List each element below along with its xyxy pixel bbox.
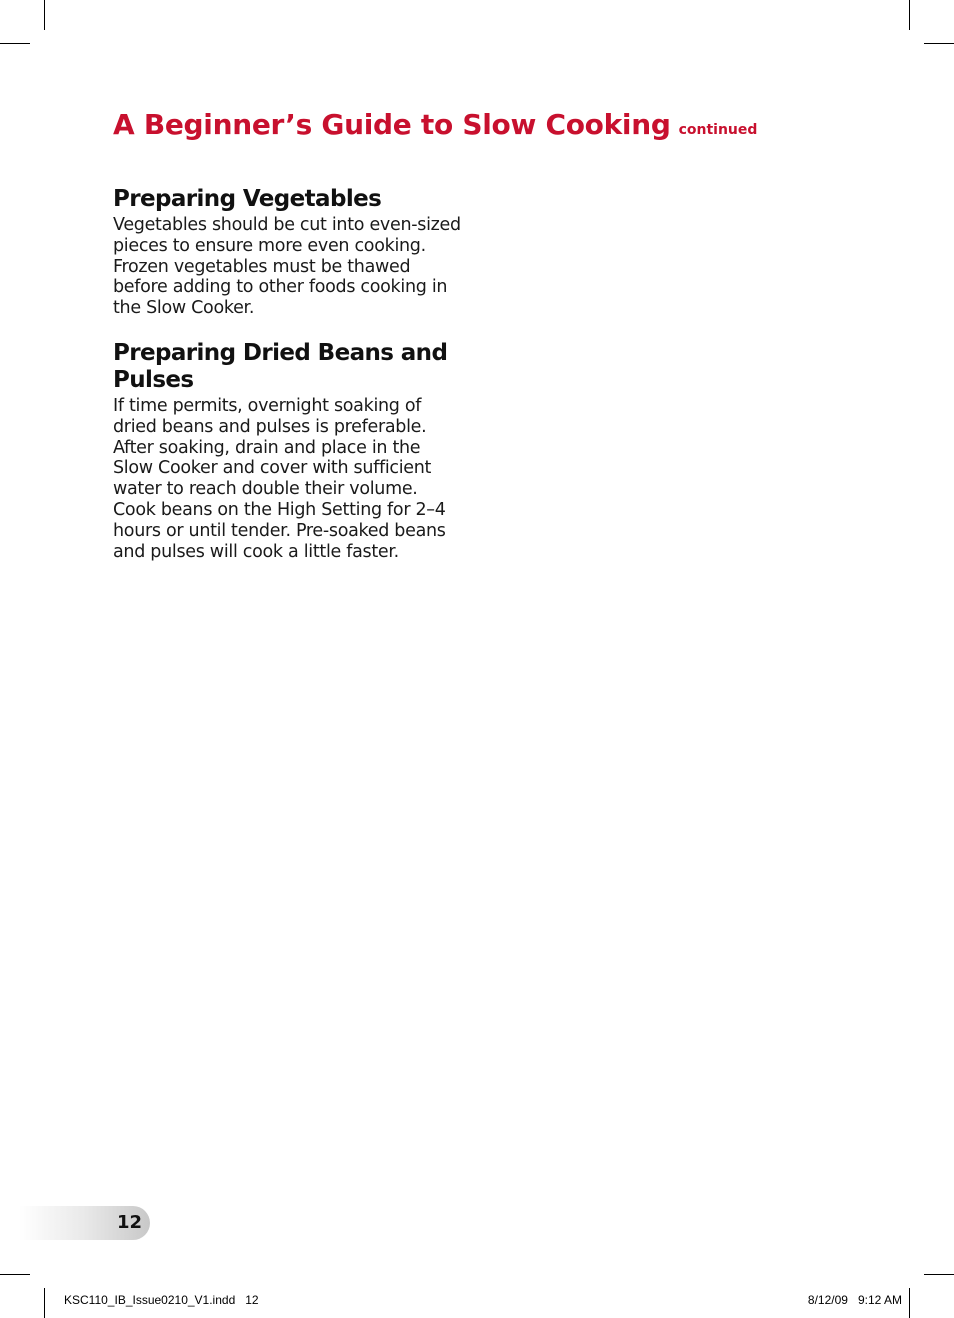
crop-mark — [924, 1274, 954, 1275]
section-body: If time permits, overnight soaking of dried beans and pulses is preferable. After soaking, drain and place in the Slow Cooker and cover with sufficient water to reach double their volume. Cook beans on the High Setting for 2–4 hours or until tender. Pre-soaked beans and pulses will cook a little faster. — [113, 396, 446, 562]
section-preparing-vegetables — [113, 186, 463, 319]
crop-mark — [0, 43, 30, 44]
crop-mark — [0, 1274, 30, 1275]
crop-mark — [924, 43, 954, 44]
continued-label: continued — [678, 122, 758, 138]
section-heading: Preparing Dried Beans and Pulses — [113, 340, 448, 393]
page-title — [113, 105, 757, 150]
print-slug-filename: KSC110_IB_Issue0210_V1.indd 12 — [64, 1293, 259, 1307]
page-number-tab — [19, 1206, 150, 1240]
crop-mark — [909, 0, 910, 30]
section-preparing-dried-beans — [113, 340, 463, 562]
crop-mark — [909, 1288, 910, 1318]
page-title-text: A Beginner’s Guide to Slow Cooking — [113, 108, 671, 141]
section-heading: Preparing Vegetables — [113, 186, 382, 212]
crop-mark — [44, 0, 45, 30]
section-body: Vegetables should be cut into even-sized pieces to ensure more even cooking. Frozen vegetables must be thawed before adding to other foods cooking in the Slow Cooker. — [113, 215, 461, 319]
page-number: 12 — [116, 1212, 142, 1233]
print-slug-timestamp: 8/12/09 9:12 AM — [807, 1293, 902, 1307]
crop-mark — [44, 1288, 45, 1318]
